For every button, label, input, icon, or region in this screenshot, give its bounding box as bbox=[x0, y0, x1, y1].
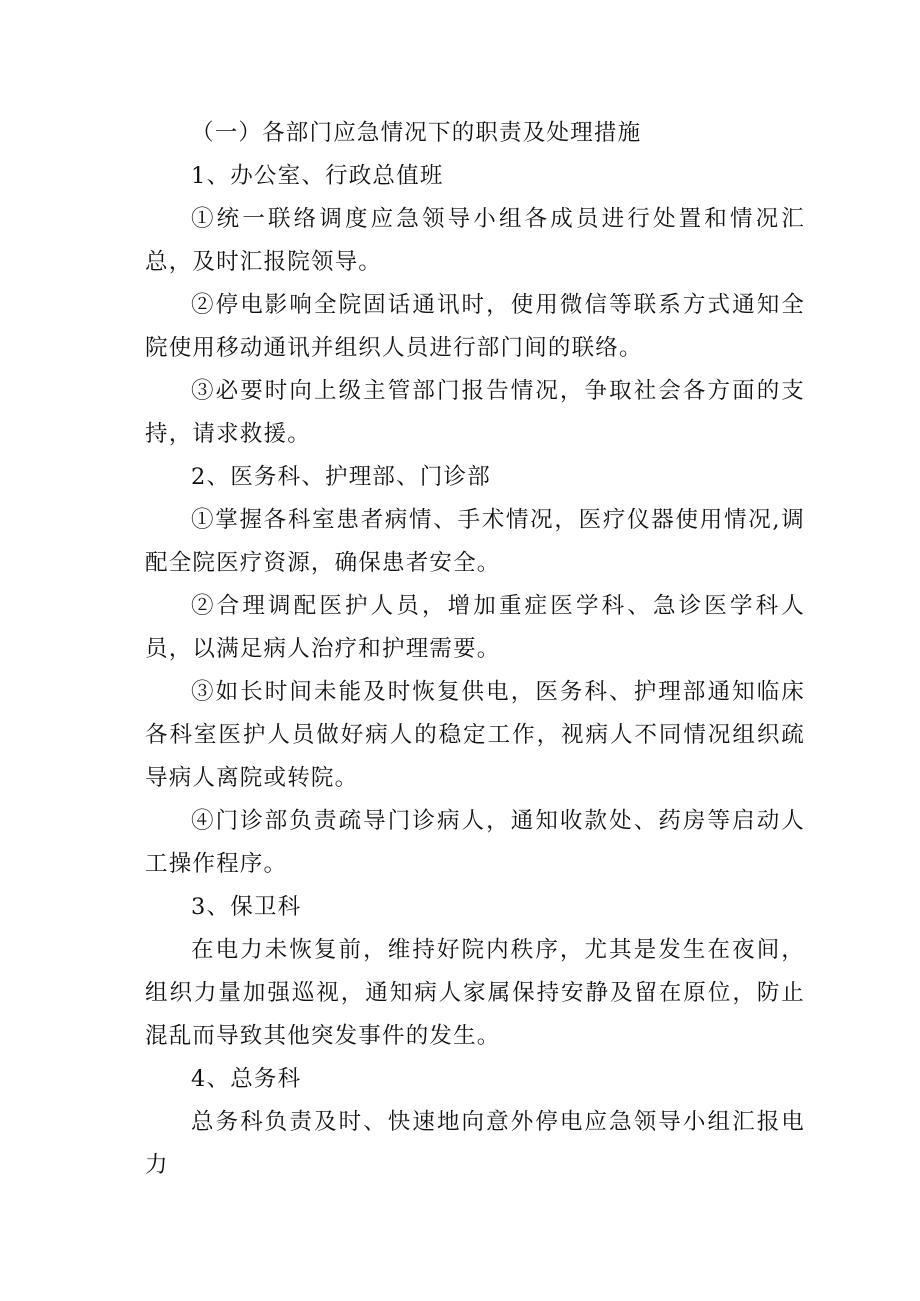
security-item-1: 在电力未恢复前，维持好院内秩序，尤其是发生在夜间，组织力量加强巡视，通知病人家属保持安静及留在原位，防止混乱而导致其他突发事件的发生。 bbox=[145, 937, 805, 1049]
section-title-medical: 2、医务科、护理部、门诊部 bbox=[191, 464, 491, 490]
document-body bbox=[145, 112, 805, 1187]
medical-item-3: ③如长时间未能及时恢复供电，医务科、护理部通知临床各科室医护人员做好病人的稳定工作，视病人不同情况组织疏导病人离院或转院。 bbox=[145, 679, 805, 791]
office-item-3: ③必要时向上级主管部门报告情况，争取社会各方面的支持，请求救援。 bbox=[145, 378, 805, 447]
section-title-general-affairs: 4、总务科 bbox=[191, 1066, 302, 1092]
general-affairs-item-1: 总务科负责及时、快速地向意外停电应急领导小组汇报电力 bbox=[145, 1109, 805, 1178]
office-item-1: ①统一联络调度应急领导小组各成员进行处置和情况汇总，及时汇报院领导。 bbox=[145, 206, 805, 275]
office-item-2: ②停电影响全院固话通讯时，使用微信等联系方式通知全院使用移动通讯并组织人员进行部门间的联络。 bbox=[145, 292, 805, 361]
medical-item-1: ①掌握各科室患者病情、手术情况，医疗仪器使用情况,调配全院医疗资源，确保患者安全。 bbox=[145, 507, 805, 576]
medical-item-4: ④门诊部负责疏导门诊病人，通知收款处、药房等启动人工操作程序。 bbox=[145, 808, 805, 877]
medical-item-2: ②合理调配医护人员，增加重症医学科、急诊医学科人员，以满足病人治疗和护理需要。 bbox=[145, 593, 805, 662]
section-title-office: 1、办公室、行政总值班 bbox=[191, 163, 444, 189]
section-heading: （一）各部门应急情况下的职责及处理措施 bbox=[191, 120, 642, 146]
section-title-security: 3、保卫科 bbox=[191, 894, 302, 920]
